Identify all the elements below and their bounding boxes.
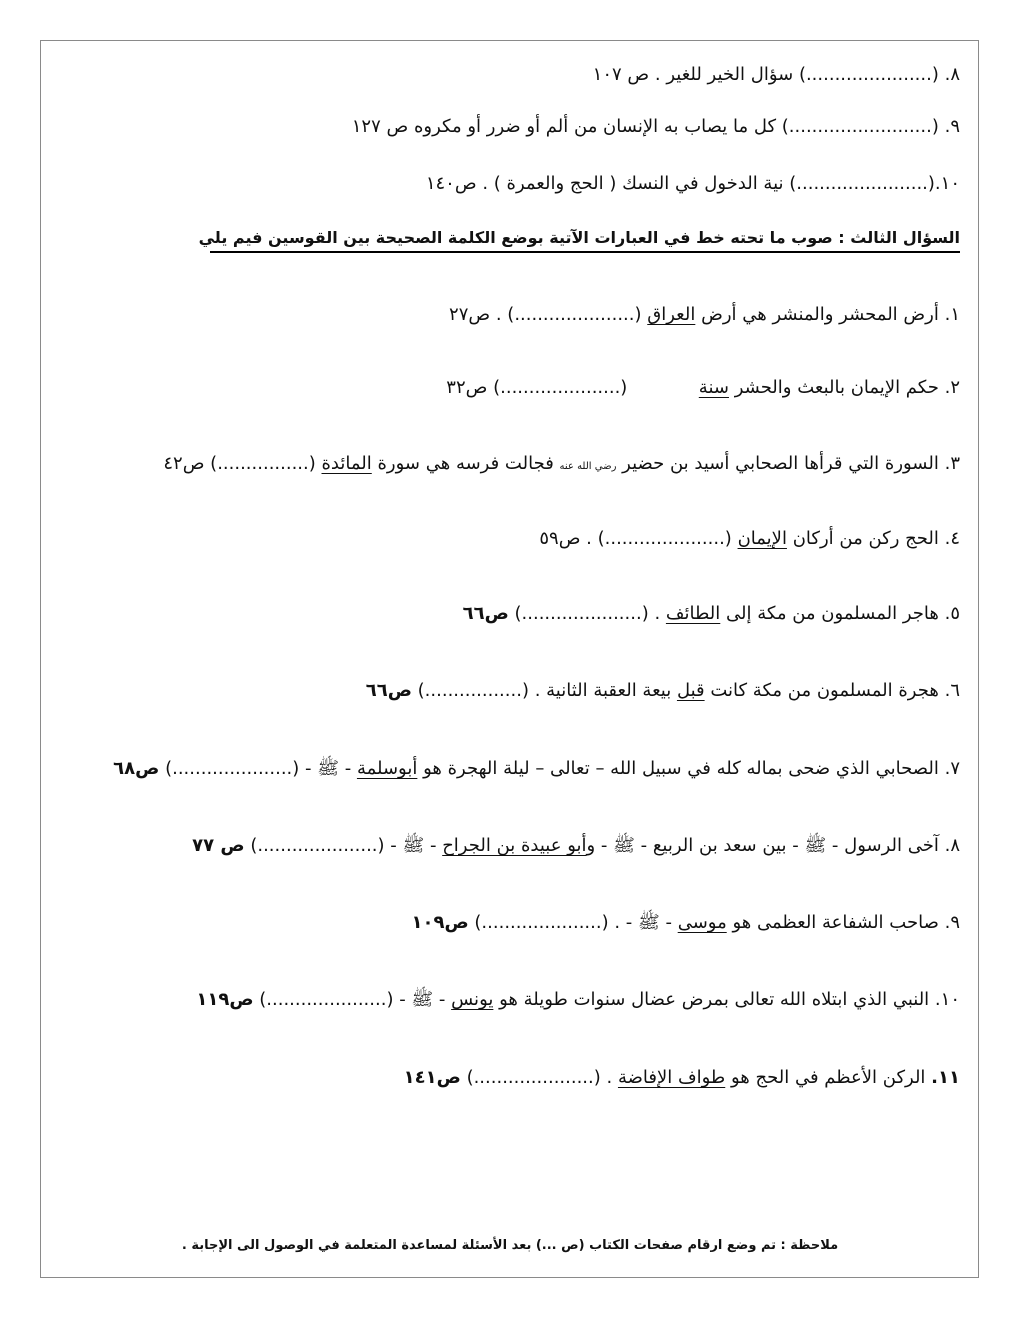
underlined-word: المائدة — [321, 453, 372, 474]
question3-item-4: ٤. الحج ركن من أركان الإيمان (.....................) . ص٥٩ — [539, 528, 960, 549]
underlined-word: أبوسلمة — [356, 758, 418, 779]
question3-item-10: ١٠. النبي الذي ابتلاه الله تعالى بمرض عضال سنوات طويلة هو يونس - ﷺ - (.....................) ص١١٩ — [196, 989, 960, 1010]
underlined-word: قبل — [676, 680, 705, 701]
underlined-word: العراق — [647, 304, 696, 325]
question3-item-8: ٨. آخى الرسول - ﷺ - بين سعد بن الربيع - ﷺ - وأبو عبيدة بن الجراح - ﷺ - (.....................) ص ٧٧ — [192, 835, 960, 856]
question3-item-2: ٢. حكم الإيمان بالبعث والحشر سنة (.....................) ص٣٢ — [446, 377, 960, 398]
underlined-word: أبو عبيدة بن الجراح — [442, 835, 587, 856]
question3-item-3: ٣. السورة التي قرأها الصحابي أسيد بن حضير رضي الله عنه فجالت فرسه هي سورة المائدة (................) ص٤٢ — [163, 453, 960, 474]
page-border — [40, 40, 979, 1278]
footer-note: ملاحظة : تم وضع ارقام صفحات الكتاب (ص ...) بعد الأسئلة لمساعدة المتعلمة في الوصول الى الإجابة . — [181, 1238, 839, 1253]
underlined-word: طواف الإفاضة — [617, 1067, 726, 1088]
part2-item-9: ٩. (.........................) كل ما يصاب به الإنسان من ألم أو ضرر أو مكروه ص ١٢٧ — [351, 116, 960, 137]
question3-item-7: ٧. الصحابي الذي ضحى بماله كله في سبيل الله – تعالى – ليلة الهجرة هو أبوسلمة - ﷺ - (.....................) ص٦٨ — [113, 758, 960, 779]
honorific: رضي الله عنه — [559, 461, 617, 472]
underlined-word: يونس — [451, 989, 494, 1010]
question3-heading: السؤال الثالث : صوب ما تحته خط في العبارات الآتية بوضع الكلمة الصحيحة بين القوسين فيم يلي — [210, 228, 960, 253]
part2-item-8: ٨. (......................) سؤال الخير للغير . ص ١٠٧ — [592, 64, 960, 85]
underlined-word: سنة — [698, 377, 729, 398]
underlined-word: الطائف — [665, 603, 721, 624]
question3-item-9: ٩. صاحب الشفاعة العظمى هو موسى - ﷺ - . (.....................) ص١٠٩ — [411, 912, 960, 933]
question3-item-1: ١. أرض المحشر والمنشر هي أرض العراق (.....................) . ص٢٧ — [449, 304, 960, 325]
question3-item-6: ٦. هجرة المسلمون من مكة كانت قبل بيعة العقبة الثانية . (.................) ص٦٦ — [365, 680, 960, 701]
question3-item-11: ١١. الركن الأعظم في الحج هو طواف الإفاضة . (.....................) ص١٤١ — [403, 1067, 960, 1088]
underlined-word: موسى — [677, 912, 727, 933]
part2-item-10: ١٠.(.......................) نية الدخول في النسك ( الحج والعمرة ) . ص١٤٠ — [425, 173, 960, 194]
underlined-word: الإيمان — [737, 528, 787, 549]
question3-item-5: ٥. هاجر المسلمون من مكة إلى الطائف . (.....................) ص٦٦ — [462, 603, 960, 624]
